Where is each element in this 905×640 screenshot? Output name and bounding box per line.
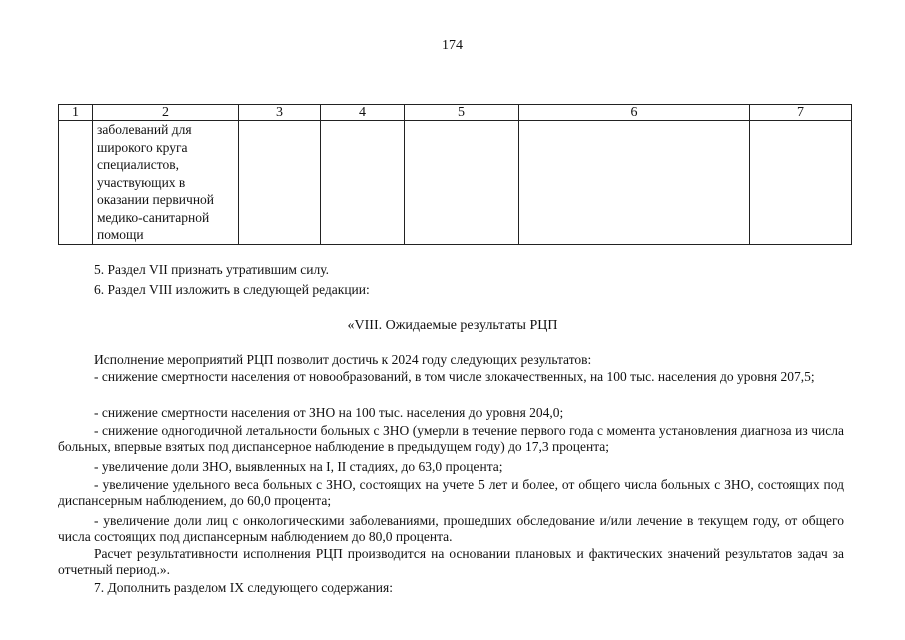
paragraph-calc: Расчет результативности исполнения РЦП производится на основании плановых и фактических значений результатов задач за отчетный период.». [58,546,844,577]
section-title: «VIII. Ожидаемые результаты РЦП [347,318,558,333]
table-header-cell: 6 [519,105,750,121]
bullet-item: - увеличение удельного веса больных с ЗНО, состоящих на учете 5 лет и более, от общего числа больных с ЗНО, состоящих под диспансерным наблюдением, до 60,0 процента; [58,477,844,508]
results-table [58,104,852,245]
table-cell [519,121,750,245]
bullet-item: - снижение смертности населения от ЗНО на 100 тыс. населения до уровня 204,0; [94,405,564,420]
table-cell [405,121,519,245]
page-number: 174 [442,38,463,53]
table-header-cell: 7 [750,105,852,121]
paragraph-item-5: 5. Раздел VII признать утратившим силу. [94,262,329,277]
table-cell [321,121,405,245]
paragraph-intro: Исполнение мероприятий РЦП позволит достичь к 2024 году следующих результатов: [94,352,592,367]
table-header-cell: 1 [59,105,93,121]
table-header-cell: 3 [239,105,321,121]
table-cell [59,121,93,245]
table-header-row [59,105,852,121]
table-cell [239,121,321,245]
bullet-item: - увеличение доли лиц с онкологическими заболеваниями, прошедших обследование и/или лечение в текущем году, от общего числа состоящих под диспансерным наблюдением до 80,0 процента. [58,513,844,544]
table-header-cell: 2 [93,105,239,121]
table-cell [750,121,852,245]
table-header-cell: 4 [321,105,405,121]
bullet-item: - снижение одногодичной летальности больных с ЗНО (умерли в течение первого года с момента установления диагноза из числа больных, впервые взятых под диспансерное наблюдение в предыдущем году) до 17,3 процента; [58,423,844,454]
bullet-item: - увеличение доли ЗНО, выявленных на I, II стадиях, до 63,0 процента; [94,459,503,474]
paragraph-item-6: 6. Раздел VIII изложить в следующей редакции: [94,282,370,297]
table-row [59,121,852,245]
table-header-cell: 5 [405,105,519,121]
table-cell-text: заболеваний для широкого круга специалистов, участвующих в оказании первичной медико-санитарной помощи [97,122,215,242]
bullet-item: - снижение смертности населения от новообразований, в том числе злокачественных, на 100 тыс. населения до уровня 207,5; [94,369,815,384]
paragraph-item-7: 7. Дополнить разделом IX следующего содержания: [94,580,393,595]
table-cell [93,121,239,245]
